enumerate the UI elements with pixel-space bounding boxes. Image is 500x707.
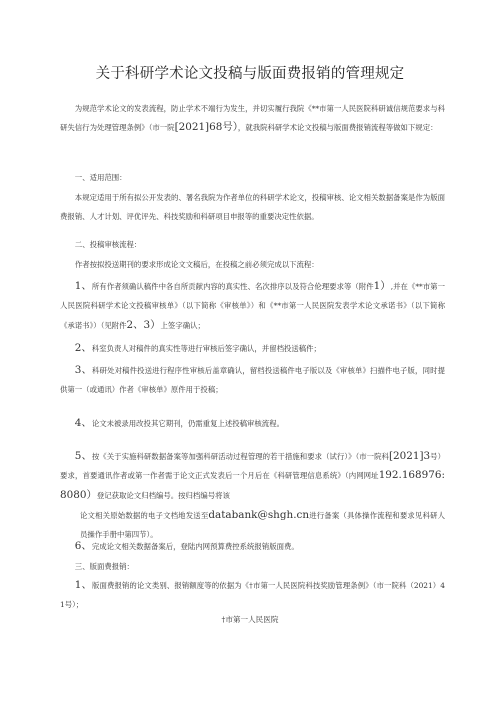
item-text: 上签字确认；	[160, 320, 205, 330]
intro-text-a: 为规范学术论文的发表流程，防止学术不端行为发生，并切实履行我院《**市第一人民医院科研诚信规范要求与科研失信行为处理管理条例》（市一院	[60, 104, 445, 133]
item-number: 1、	[74, 280, 92, 292]
list-item-1	[60, 277, 445, 335]
section-heading-fees: 三、版面费报销：	[74, 562, 134, 571]
intro-text-c: ，就我院科研学术论文投稿与版面费报销流程等做如下规定：	[237, 123, 438, 133]
email-address: databank@shgh.cn	[208, 509, 310, 521]
intro-doc-number: [2021]68号）	[174, 121, 238, 134]
item-text: 版面费报销的论文类别、报销额度等的依据为《†市第一人民医院科技奖励管理条例》（市一院科（2021）41号）；	[60, 581, 445, 610]
section-heading-review: 二、投稿审核流程：	[74, 240, 142, 249]
item-ref: 1）	[373, 280, 391, 292]
list-item-5	[60, 447, 445, 505]
item-text: 论文相关原始数据的电子文档地发送至	[80, 511, 209, 520]
item-text: 登记获取论文归档编号。按归档编号将该	[96, 490, 230, 500]
item-text: 所有作者须确认稿件中各自所贡献内容的真实性、名次排序以及符合伦理要求等（附件	[91, 282, 374, 291]
item-text: 完成论文相关数据备案后，登陆内网预算费控系统报销版面费。	[91, 542, 299, 551]
intranet-address: 192.168976:8080）	[60, 469, 445, 501]
item-number: 3、	[74, 364, 93, 376]
section-body-scope: 本规定适用于所有拟公开发表的、署名我院为作者单位的科研学术论文，投稿审核、论文相关数据备案是作为版面费报销、人才计划、评优评先、科技奖励和科研项目申报等的重要决定性依据。	[60, 193, 445, 222]
item-number: 1、	[74, 579, 92, 591]
item-text: 按《关于实施科研数据备案等加强科研活动过程管理的若干措施和要求（试行）》（市一院科	[91, 452, 389, 461]
item-number: 6、	[74, 540, 92, 552]
section-heading-scope: 一、适用范围：	[74, 173, 127, 182]
page-footer: †市第一人民医院	[221, 615, 279, 624]
item-ref: 2、3）	[126, 318, 161, 331]
list-item-2	[60, 339, 445, 358]
item-text: ,并在《**市第一人民医院科研学术论文投稿审核单》（以下简称《审核单》）和《**市第一人民医院发表学术论文承诺书》（以下简称《承诺书》）（见附件	[60, 282, 445, 330]
item-number: 2、	[74, 342, 92, 354]
page-title: 关于科研学术论文投稿与版面费报销的管理规定	[95, 66, 405, 82]
list-item-3	[60, 361, 445, 400]
item-text: 进行备案（具体操作流程和要求见科研人员操作手册中第四节）。	[80, 511, 445, 540]
intro-paragraph	[60, 99, 445, 138]
item-text: 号）要求，首要通讯作者或第一作者需于论文正式发表后一个月后在《科研管理信息系统》（内网网址	[60, 452, 445, 481]
list-item-fees-1	[60, 576, 445, 615]
item-text: 科研处对稿件投送进行程序性审核后盖章确认，留档投送稿件电子版以及《审核单》扫描件电子版，同时提供第一（或通讯）作者《审核单》原件用于投稿；	[60, 366, 445, 395]
item-number: 4、	[74, 417, 92, 429]
section-intro-review: 作者按拟投送期刊的要求形成论文文稿后，在投稿之前必须完成以下流程：	[74, 260, 319, 269]
item-text: 论文未被录用改投其它期刊，仍需重复上述投稿审核流程。	[91, 419, 284, 428]
item-number: 5、	[74, 450, 92, 462]
list-item-4	[60, 414, 445, 433]
list-item-6	[60, 537, 445, 556]
item-text: 科室负责人对稿件的真实性等进行审核后签字确认，并留档投送稿件；	[91, 344, 321, 353]
item-ref: [2021]3	[388, 450, 431, 462]
